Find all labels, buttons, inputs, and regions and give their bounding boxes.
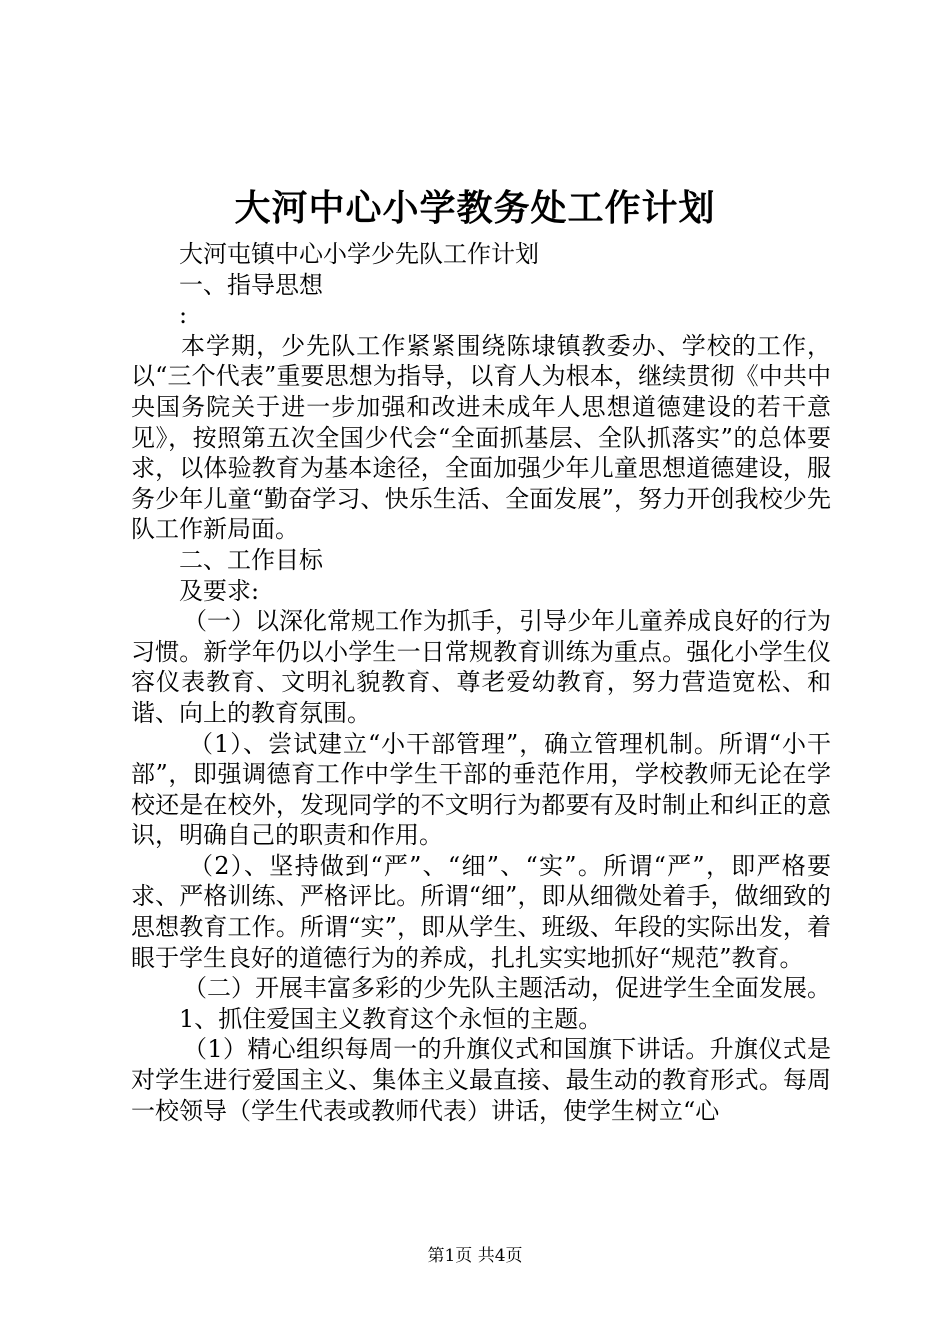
section-heading-guiding-ideology: 一、指导思想 [179, 270, 323, 299]
section-heading-work-goals: 二、工作目标 [179, 545, 323, 574]
section-heading-requirements: 及要求: [179, 576, 260, 605]
paragraph-strict-detail-practical: （2）、坚持做到“严”、“细”、“实”。所谓“严”，即严格要求、严格训练、严格评比。所谓“细”，即从细微处着手，做细致的思想教育工作。所谓“实”，即从学生、班级、年段的实际出发，着眼于学生良好的道德行为的养成，扎扎实实地抓好“规范”教育。 [131, 851, 831, 972]
paragraph-intro: 本学期，少先队工作紧紧围绕陈埭镇教委办、学校的工作，以“三个代表”重要思想为指导，以育人为根本，继续贯彻《中共中央国务院关于进一步加强和改进未成年人思想道德建设的若干意见》，按照第五次全国少代会“全面抓基层、全队抓落实”的总体要求，以体验教育为基本途径，全面加强少年儿童思想道德建设，服务少年儿童“勤奋学习、快乐生活、全面发展”，努力开创我校少先队工作新局面。 [131, 331, 831, 544]
paragraph-patriotism: 1、抓住爱国主义教育这个永恒的主题。 [179, 1004, 603, 1033]
subtitle-paragraph: 大河屯镇中心小学少先队工作计划 [179, 240, 539, 268]
paragraph-flag-ceremony: （1）精心组织每周一的升旗仪式和国旗下讲话。升旗仪式是对学生进行爱国主义、集体主义最直接、最生动的教育形式。每周一校领导（学生代表或教师代表）讲话，使学生树立“心 [131, 1035, 831, 1125]
document-body [131, 239, 831, 1126]
document-title: 大河中心小学教务处工作计划 [234, 187, 716, 229]
colon-line: : [179, 301, 188, 330]
paragraph-student-cadre: （1）、尝试建立“小干部管理”，确立管理机制。所谓“小干部”，即强调德育工作中学生干部的垂范作用，学校教师无论在学校还是在校外，发现同学的不文明行为都要有及时制止和纠正的意识，明确自己的职责和作用。 [131, 729, 831, 850]
page-footer: 第1页 共4页 [427, 1246, 523, 1266]
paragraph-themed-activities: （二）开展丰富多彩的少先队主题活动，促进学生全面发展。 [183, 974, 831, 1003]
paragraph-routine-work: （一）以深化常规工作为抓手，引导少年儿童养成良好的行为习惯。新学年仍以小学生一日常规教育训练为重点。强化小学生仪容仪表教育、文明礼貌教育、尊老爱幼教育，努力营造宽松、和谐、向上的教育氛围。 [131, 607, 831, 727]
